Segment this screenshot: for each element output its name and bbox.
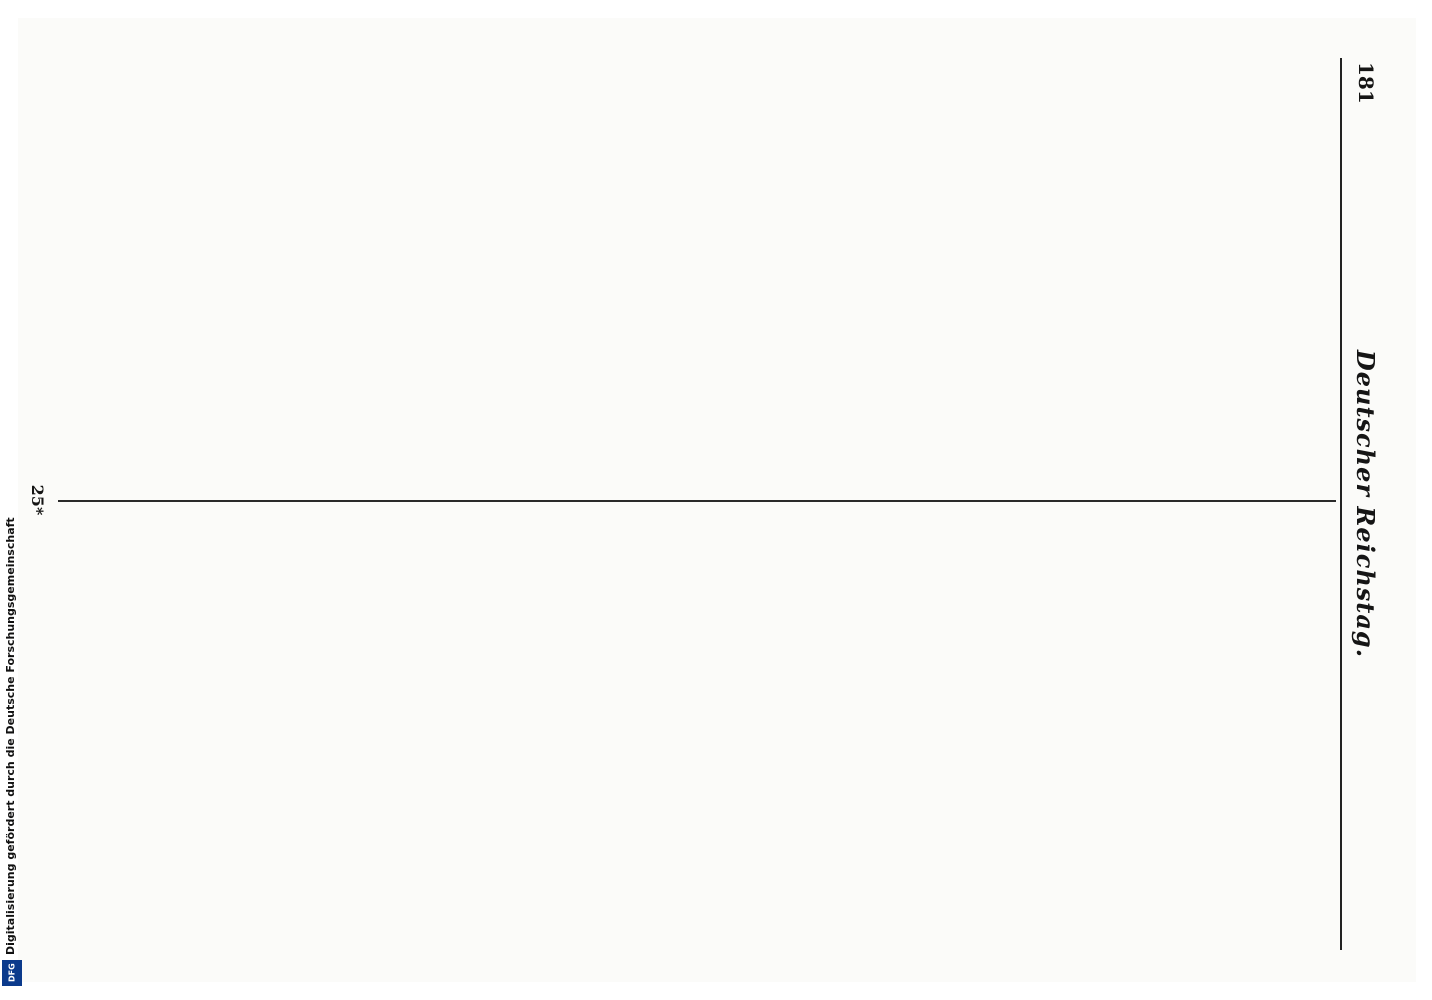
page-header xyxy=(1340,58,1394,950)
text-column-right xyxy=(62,520,1334,950)
printed-page xyxy=(18,18,1416,982)
column-divider xyxy=(58,500,1336,502)
dfg-logo: DFG xyxy=(2,960,22,986)
page-title: Deutscher Reichstag. xyxy=(1351,349,1380,659)
text-column-left xyxy=(62,58,1334,488)
scanned-page xyxy=(18,18,1416,982)
digitization-credit: Digitalisierung gefördert durch die Deutsche Forschungsgemeinschaft xyxy=(4,517,17,955)
page-number: 181 xyxy=(1354,62,1378,104)
signature-mark: 25* xyxy=(28,484,47,516)
